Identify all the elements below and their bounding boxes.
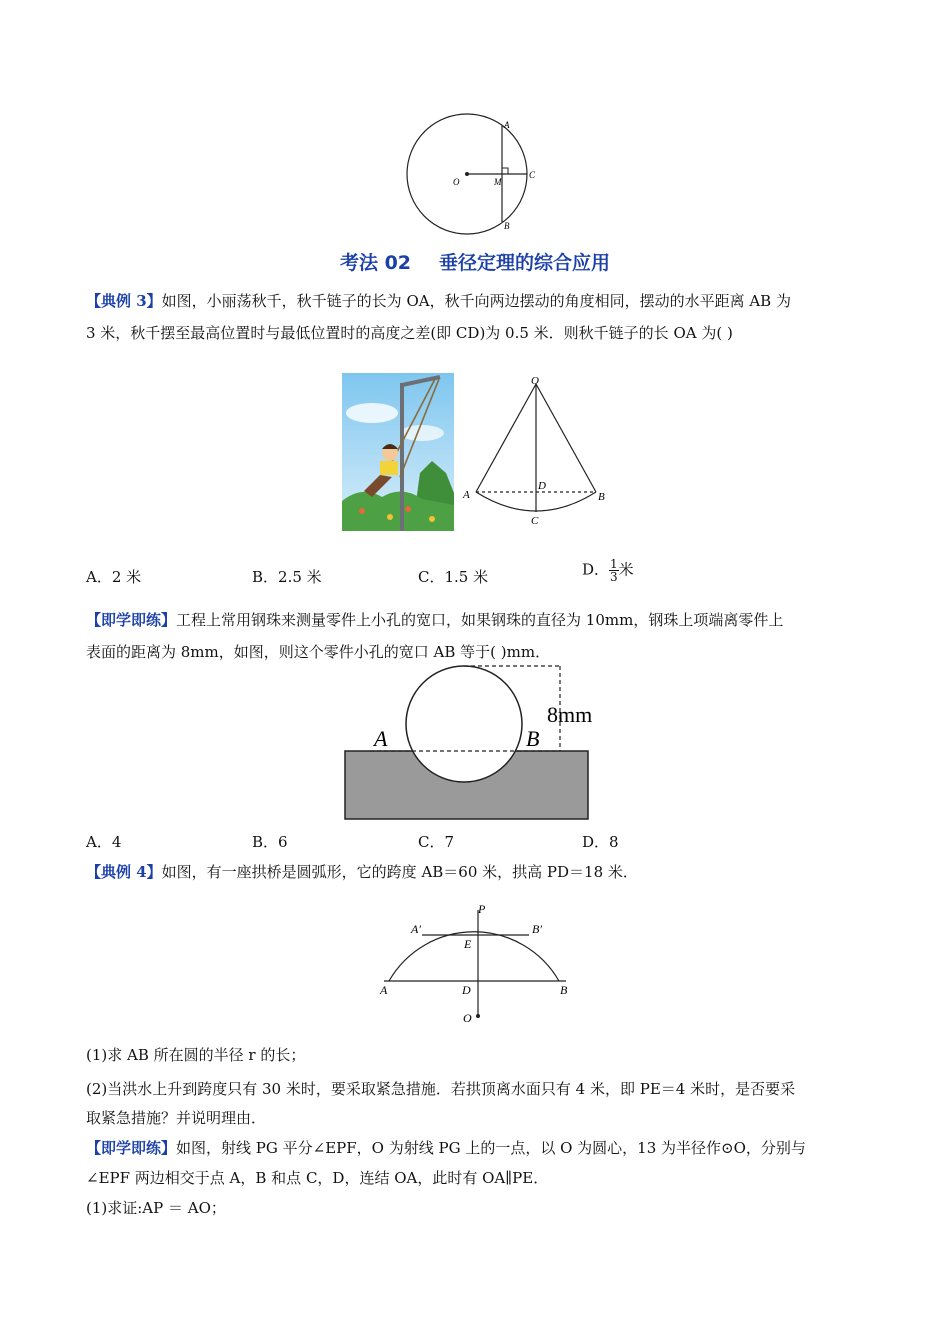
swing-illustration <box>342 373 454 531</box>
label-b-prime: B′ <box>532 922 542 936</box>
label-b: B <box>526 726 540 751</box>
label-8mm: 8mm <box>547 702 593 727</box>
ex4-tag: 【典例 4】 <box>86 863 162 881</box>
option-c: C．1.5 米 <box>418 568 489 586</box>
label-p: P <box>478 902 486 916</box>
steel-ball-figure <box>340 664 610 824</box>
prac2-line1: 【即学即练】如图，射线 PG 平分∠EPF，O 为射线 PG 上的一点，以 O 为圆心，13 为半径作⊙O，分别与 <box>86 1139 806 1157</box>
label-a: A <box>374 726 388 751</box>
prac2-tag: 【即学即练】 <box>86 1139 177 1157</box>
label-b: B <box>504 221 510 231</box>
ex4-line1: 【典例 4】如图，有一座拱桥是圆弧形，它的跨度 AB＝60 米，拱高 PD＝18 米． <box>86 863 638 881</box>
prac2-question-1: (1)求证:AP ＝ AO； <box>86 1199 226 1217</box>
section-title <box>0 248 950 275</box>
label-d: D <box>462 983 471 997</box>
label-b: B <box>598 491 605 503</box>
option-a: A．4 <box>86 833 122 851</box>
swing-geometry-figure <box>456 372 616 532</box>
ex3-tag: 【典例 3】 <box>86 292 162 310</box>
label-o: O <box>463 1011 472 1025</box>
option-b: B．2.5 米 <box>252 568 322 586</box>
option-a: A．2 米 <box>86 568 142 586</box>
label-a-prime: A′ <box>411 922 421 936</box>
ex3-line2: 3 米，秋千摆至最高位置时与最低位置时的高度之差(即 CD)为 0.5 米．则秋千链子的长 OA 为( ) <box>86 324 733 342</box>
label-a: A <box>504 120 510 130</box>
label-c: C <box>529 170 536 180</box>
ex4-question-1: (1)求 AB 所在圆的半径 r 的长； <box>86 1046 306 1064</box>
option-d: D． $\frac{1}{3}$米 <box>582 557 634 584</box>
ex4-question-2a: (2)当洪水上升到跨度只有 30 米时，要采取紧急措施．若拱顶离水面只有 4 米，即 PE＝4 米时，是否要采 <box>86 1080 796 1098</box>
label-m: M <box>494 177 502 187</box>
prac1-line2: 表面的距离为 8mm，如图，则这个零件小孔的宽口 AB 等于( )mm． <box>86 643 551 661</box>
option-d: D．8 <box>582 833 619 851</box>
arch-bridge-figure <box>374 896 584 1026</box>
label-a: A <box>380 983 388 997</box>
section-name: 垂径定理的综合应用 <box>439 252 611 274</box>
label-b: B <box>560 983 568 997</box>
label-d: D <box>538 480 546 492</box>
prac2-line2: ∠EPF 两边相交于点 A，B 和点 C，D，连结 OA，此时有 OA∥PE． <box>86 1169 549 1187</box>
label-a: A <box>463 489 470 501</box>
option-c: C．7 <box>418 833 455 851</box>
option-d-fraction: $\frac{1}{3}$ <box>610 557 618 584</box>
label-c: C <box>531 515 539 527</box>
label-o: O <box>531 375 539 387</box>
ex4-question-2b: 取紧急措施？并说明理由． <box>86 1109 267 1127</box>
ex3-line1: 【典例 3】如图，小丽荡秋千，秋千链子的长为 OA，秋千向两边摆动的角度相同，摆动的水平距离 AB 为 <box>86 292 791 310</box>
prac1-tag: 【即学即练】 <box>86 611 177 629</box>
circle-chord-figure <box>400 112 550 237</box>
label-o: O <box>453 177 460 187</box>
section-code: 考法 02 <box>339 252 412 274</box>
label-e: E <box>464 937 472 951</box>
prac1-line1: 【即学即练】工程上常用钢珠来测量零件上小孔的宽口，如果钢珠的直径为 10mm，钢珠上项端离零件上 <box>86 611 784 629</box>
option-b: B．6 <box>252 833 288 851</box>
